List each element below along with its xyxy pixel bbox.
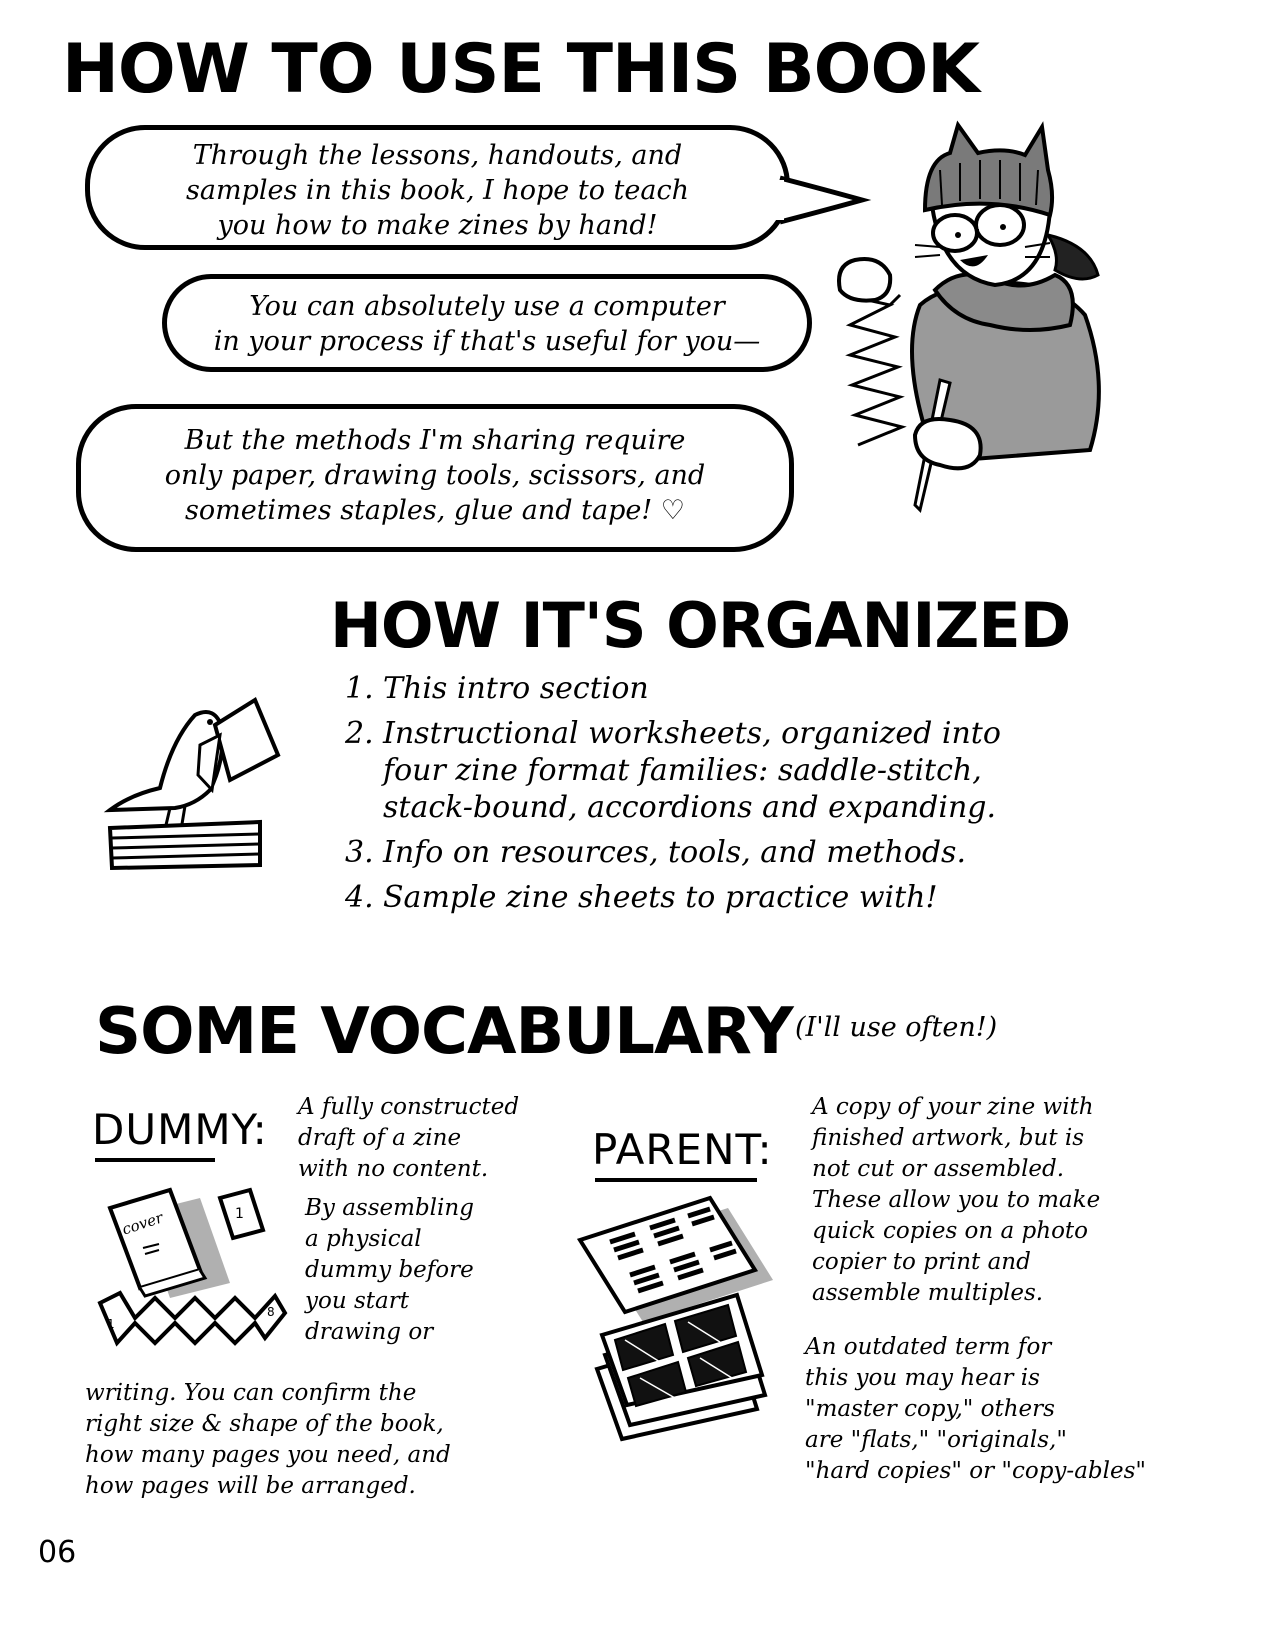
accordion-first-page: 1: [107, 1317, 115, 1331]
cat-artist-illustration: [820, 115, 1120, 515]
list-item-text: four zine format families: saddle-stitch,: [383, 753, 982, 788]
bubble-3-line-1: But the methods I'm sharing require: [184, 425, 686, 456]
dummy-definition-line: with no content.: [298, 1156, 489, 1182]
bubble-1-line-2: samples in this book, I hope to teach: [186, 175, 689, 206]
speech-bubble-1: [85, 125, 790, 250]
list-item-text: Info on resources, tools, and methods.: [383, 835, 966, 870]
organized-list: [345, 670, 1145, 916]
organized-title: HOW IT'S ORGANIZED: [330, 589, 1071, 662]
list-item: [345, 715, 1145, 826]
dummy-definition: [298, 1092, 558, 1185]
list-item-number: 1.: [345, 671, 374, 706]
dummy-zine-illustration: [95, 1178, 295, 1348]
dummy-definition-line: A fully constructed: [298, 1094, 520, 1120]
speech-bubble-3: [76, 404, 794, 552]
parent-note-line: "hard copies" or "copy-ables": [805, 1458, 1146, 1484]
parent-definition-line: quick copies on a photo: [812, 1218, 1089, 1244]
accordion-last-page: 8: [267, 1305, 275, 1319]
dummy-term: DUMMY:: [92, 1105, 268, 1154]
dummy-page-number: 1: [235, 1206, 244, 1222]
parent-definition-line: not cut or assembled.: [812, 1156, 1065, 1182]
bubble-3-line-3: sometimes staples, glue and tape! ♡: [185, 495, 685, 526]
list-item: [345, 879, 1145, 916]
parent-term-underline: [595, 1178, 757, 1182]
bubble-3-line-2: only paper, drawing tools, scissors, and: [164, 460, 706, 491]
parent-note-line: this you may hear is: [805, 1365, 1040, 1391]
bubble-2-line-1: You can absolutely use a computer: [249, 291, 725, 322]
dummy-body-line: how many pages you need, and: [85, 1442, 451, 1468]
list-item-text: stack-bound, accordions and expanding.: [383, 790, 997, 825]
bubble-1-line-3: you how to make zines by hand!: [217, 210, 658, 241]
parent-definition-line: finished artwork, but is: [812, 1125, 1085, 1151]
dummy-term-underline: [95, 1158, 215, 1162]
parent-definition: [812, 1092, 1172, 1309]
parent-note-line: "master copy," others: [805, 1396, 1055, 1422]
vocabulary-title: SOME VOCABULARY: [95, 995, 793, 1069]
parent-note-line: are "flats," "originals,": [805, 1427, 1067, 1453]
dummy-body-line: how pages will be arranged.: [85, 1473, 416, 1499]
parent-definition-line: These allow you to make: [812, 1187, 1101, 1213]
list-item-number: 3.: [345, 835, 374, 870]
bubble-1-line-1: Through the lessons, handouts, and: [192, 140, 683, 171]
bird-with-paper-illustration: [100, 700, 290, 880]
list-item-number: 4.: [345, 880, 374, 915]
parent-definition-line: assemble multiples.: [812, 1280, 1044, 1306]
page-number: 06: [38, 1535, 77, 1570]
dummy-cover-label: cover: [119, 1208, 166, 1239]
parent-sheets-illustration: [570, 1190, 790, 1440]
dummy-body-line: dummy before: [305, 1257, 474, 1283]
dummy-body-narrow: [305, 1193, 535, 1348]
bubble-2-line-2: in your process if that's useful for you—: [213, 326, 761, 357]
dummy-body-line: writing. You can confirm the: [85, 1380, 417, 1406]
dummy-body-line: right size & shape of the book,: [85, 1411, 444, 1437]
page-title: HOW TO USE THIS BOOK: [62, 30, 979, 109]
dummy-body-line: a physical: [305, 1226, 422, 1252]
parent-definition-line: A copy of your zine with: [812, 1094, 1094, 1120]
parent-note: [805, 1332, 1175, 1487]
list-item: [345, 834, 1145, 871]
dummy-body-wide: [85, 1378, 565, 1502]
dummy-definition-line: draft of a zine: [298, 1125, 462, 1151]
list-item-text: This intro section: [383, 671, 649, 706]
dummy-body-line: drawing or: [305, 1319, 434, 1345]
list-item-text: Instructional worksheets, organized into: [383, 716, 1001, 751]
speech-bubble-2: [162, 274, 812, 372]
parent-term: PARENT:: [592, 1125, 773, 1174]
list-item: [345, 670, 1145, 707]
dummy-body-line: you start: [305, 1288, 409, 1314]
list-item-text: Sample zine sheets to practice with!: [383, 880, 938, 915]
parent-note-line: An outdated term for: [805, 1334, 1052, 1360]
vocabulary-subtitle: (I'll use often!): [795, 1012, 998, 1043]
parent-definition-line: copier to print and: [812, 1249, 1031, 1275]
list-item-number: 2.: [345, 716, 374, 751]
dummy-body-line: By assembling: [305, 1195, 474, 1221]
